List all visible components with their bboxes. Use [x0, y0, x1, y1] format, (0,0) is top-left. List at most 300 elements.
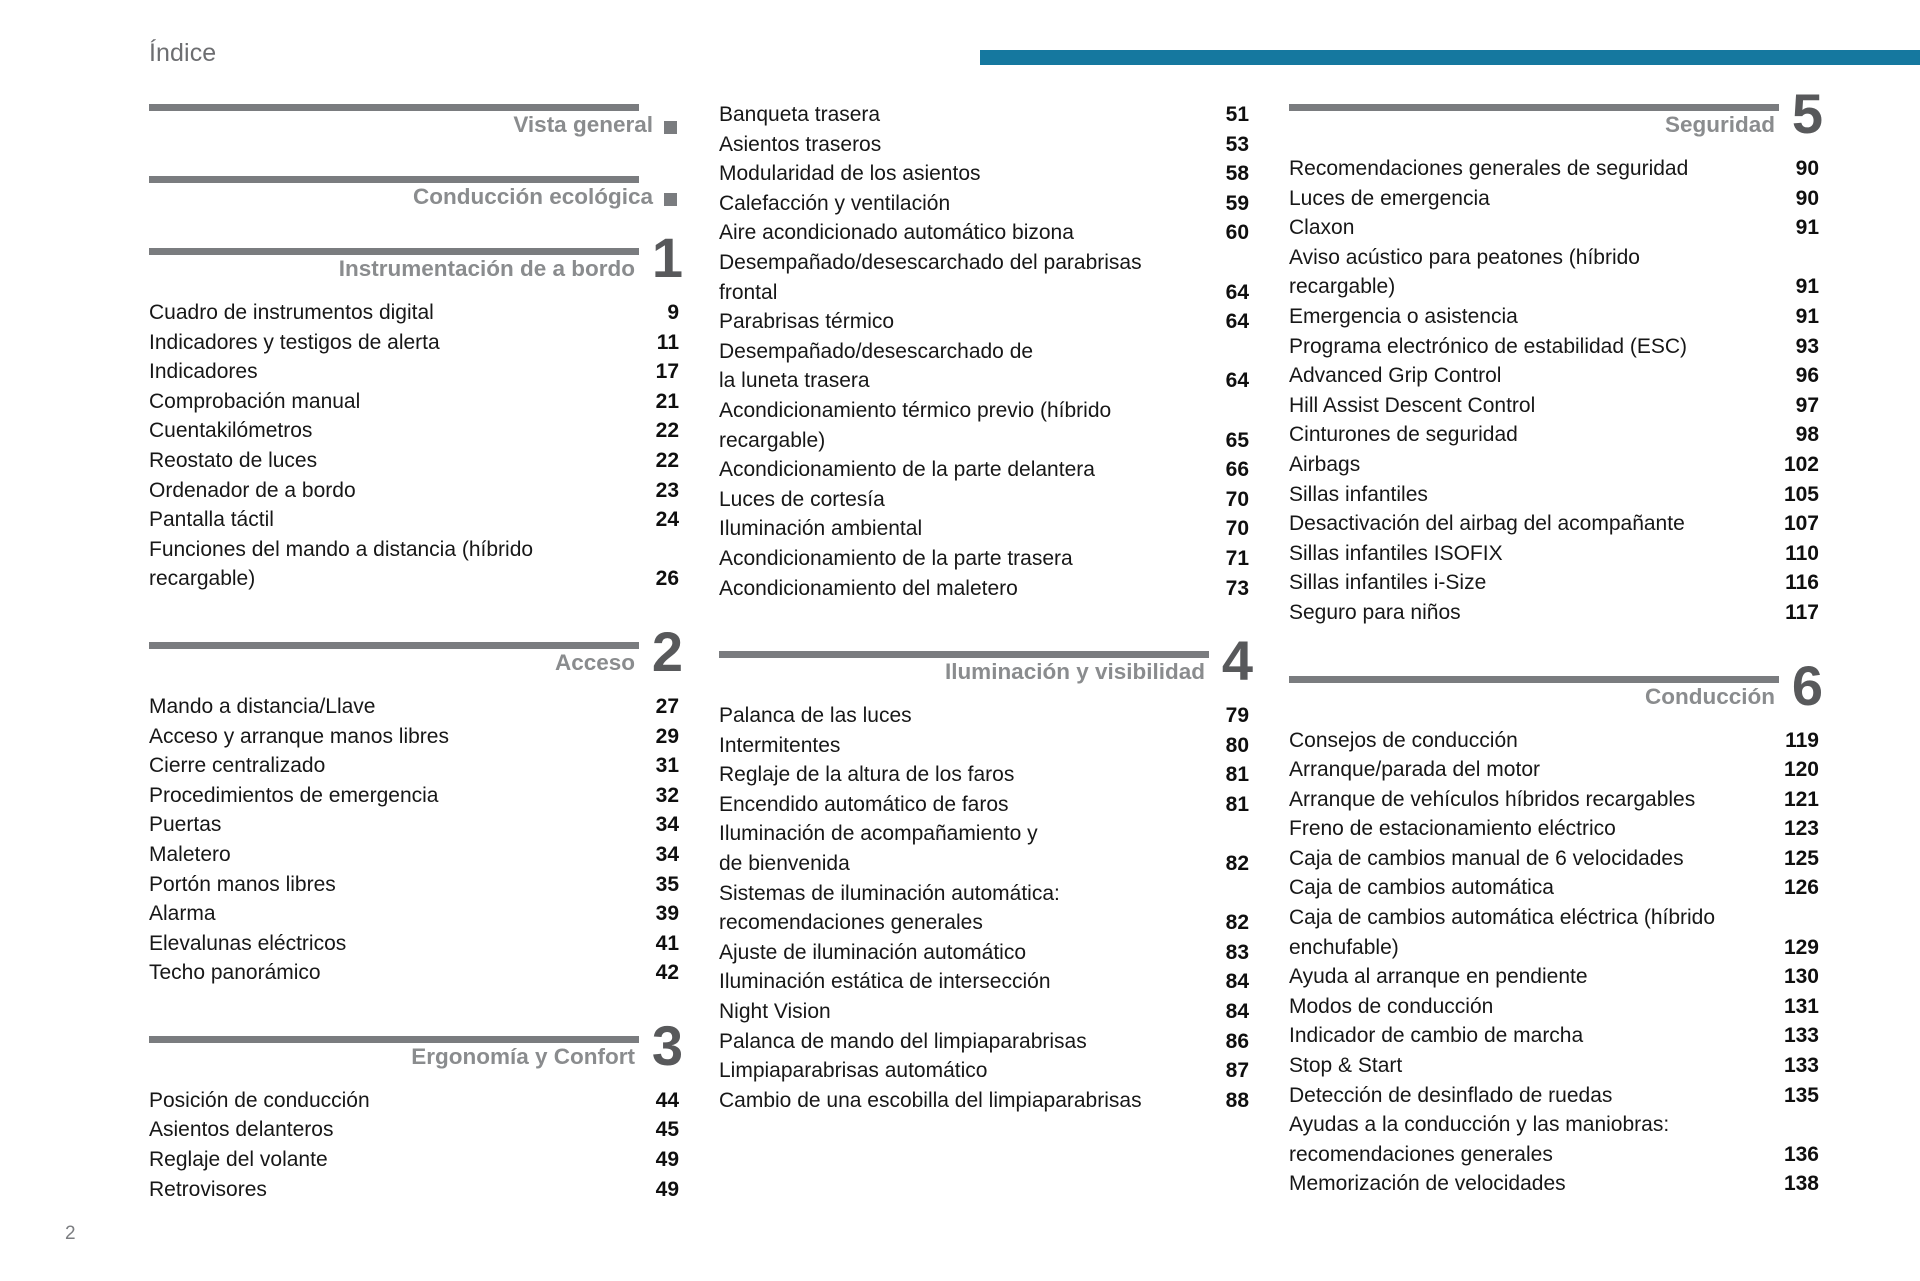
toc-entry[interactable]	[1289, 962, 1819, 992]
toc-section	[149, 226, 682, 594]
toc-entry[interactable]	[1289, 933, 1819, 963]
section-rule	[149, 176, 639, 183]
toc-section	[149, 172, 679, 226]
toc-entry[interactable]	[719, 426, 1249, 456]
toc-entry[interactable]	[149, 840, 679, 870]
toc-entry-page-number: 81	[1225, 792, 1249, 816]
toc-entry[interactable]	[1289, 243, 1819, 273]
toc-entry[interactable]	[149, 1086, 679, 1116]
toc-entry-page-number: 32	[655, 783, 679, 807]
toc-entry[interactable]	[719, 100, 1249, 130]
toc-entry-label: Asientos traseros	[719, 132, 882, 156]
section-title: Seguridad	[1664, 112, 1775, 137]
toc-entry-label: Caja de cambios automática eléctrica (híbrido	[1289, 906, 1716, 930]
toc-entry-page-number: 45	[655, 1118, 679, 1142]
toc-entry-label: Stop & Start	[1289, 1054, 1403, 1078]
toc-entry-label: Airbags	[1289, 452, 1361, 476]
toc-entry[interactable]	[719, 189, 1249, 219]
toc-entry-label: Puertas	[149, 813, 222, 837]
toc-entry-label: Parabrisas térmico	[719, 310, 895, 334]
toc-entry-label: Asientos delanteros	[149, 1118, 334, 1142]
toc-entry[interactable]	[1289, 873, 1819, 903]
toc-entry-page-number: 138	[1783, 1172, 1819, 1196]
toc-entry-label: Indicadores y testigos de alerta	[149, 330, 440, 354]
toc-entry[interactable]	[719, 1086, 1249, 1116]
page-folio-number: 2	[65, 1223, 76, 1244]
toc-entry[interactable]	[719, 1027, 1249, 1057]
toc-entry-page-number: 96	[1795, 364, 1819, 388]
toc-entry-page-number: 34	[655, 842, 679, 866]
section-rule	[1289, 104, 1779, 111]
toc-entry[interactable]	[1289, 509, 1819, 539]
toc-entry-list	[149, 298, 679, 594]
toc-entry-label: Procedimientos de emergencia	[149, 783, 439, 807]
toc-entry-page-number: 9	[667, 301, 679, 324]
toc-entry-page-number: 31	[655, 754, 679, 778]
toc-entry-page-number: 73	[1225, 576, 1249, 600]
toc-entry[interactable]	[719, 731, 1249, 761]
toc-entry-page-number: 17	[655, 360, 679, 384]
toc-entry-label: Caja de cambios automática	[1289, 876, 1554, 900]
section-rule	[1289, 676, 1779, 683]
page-title: Índice	[149, 39, 217, 67]
toc-entry-label: Consejos de conducción	[1289, 728, 1518, 752]
toc-entry[interactable]	[149, 446, 679, 476]
section-number: 3	[651, 1013, 682, 1077]
toc-section	[719, 629, 1252, 1115]
toc-entry-label: Funciones del mando a distancia (híbrido	[149, 537, 534, 561]
toc-entry-label: Luces de cortesía	[719, 487, 885, 511]
toc-entry[interactable]	[719, 307, 1249, 337]
toc-entry-page-number: 90	[1795, 157, 1819, 180]
toc-entry[interactable]	[1289, 539, 1819, 569]
toc-entry-label: Detección de desinflado de ruedas	[1289, 1083, 1613, 1107]
toc-entry[interactable]	[719, 760, 1249, 790]
section-header	[149, 172, 679, 226]
toc-entry-label: Palanca de mando del limpiaparabrisas	[719, 1029, 1087, 1053]
toc-entry-page-number: 39	[655, 902, 679, 926]
toc-entry[interactable]	[719, 908, 1249, 938]
toc-entry-page-number: 130	[1783, 965, 1819, 989]
toc-entry-page-number: 91	[1795, 216, 1819, 240]
toc-entry-label: Acondicionamiento térmico previo (híbrido	[719, 398, 1112, 422]
toc-entry[interactable]	[1289, 420, 1819, 450]
toc-entry-page-number: 105	[1783, 482, 1819, 506]
toc-entry-page-number: 84	[1225, 970, 1249, 994]
toc-entry[interactable]	[719, 967, 1249, 997]
toc-entry-label: Ayudas a la conducción y las maniobras:	[1289, 1113, 1670, 1137]
toc-entry[interactable]	[1289, 1021, 1819, 1051]
toc-entry[interactable]	[1289, 272, 1819, 302]
toc-entry-list	[149, 692, 679, 988]
toc-entry-page-number: 126	[1783, 876, 1819, 900]
toc-entry[interactable]	[719, 701, 1249, 731]
section-number: 1	[651, 226, 682, 289]
toc-entry-page-number: 97	[1795, 393, 1819, 417]
column-right	[1289, 82, 1822, 1199]
section-header	[149, 1013, 682, 1086]
section-header	[149, 226, 682, 298]
toc-entry[interactable]	[1289, 332, 1819, 362]
toc-entry[interactable]	[149, 781, 679, 811]
section-number: 5	[1791, 82, 1822, 145]
toc-entry-page-number: 51	[1225, 103, 1249, 126]
toc-entry-label: Aviso acústico para peatones (híbrido	[1289, 245, 1640, 269]
toc-entry[interactable]	[1289, 184, 1819, 214]
toc-entry-page-number: 84	[1225, 1000, 1249, 1024]
toc-entry-label: Indicadores	[149, 360, 258, 384]
toc-entry-page-number: 64	[1225, 280, 1249, 304]
toc-entry-page-number: 34	[655, 813, 679, 837]
toc-entry[interactable]	[1289, 1051, 1819, 1081]
toc-entry-label: Seguro para niños	[1289, 600, 1461, 624]
column-middle	[719, 100, 1252, 1115]
section-header	[719, 629, 1252, 701]
toc-entry-label: Indicador de cambio de marcha	[1289, 1024, 1584, 1048]
toc-entry-page-number: 82	[1225, 911, 1249, 935]
toc-entry-page-number: 66	[1225, 458, 1249, 482]
toc-entry-label: Programa electrónico de estabilidad (ESC)	[1289, 334, 1688, 358]
toc-entry-label: Acondicionamiento del maletero	[719, 576, 1018, 600]
toc-entry-label: Acondicionamiento de la parte delantera	[719, 458, 1095, 482]
toc-entry[interactable]	[719, 248, 1249, 278]
toc-entry[interactable]	[149, 751, 679, 781]
toc-entry[interactable]	[719, 396, 1249, 426]
toc-entry[interactable]	[149, 535, 679, 565]
toc-section	[149, 619, 682, 988]
toc-entry-label: Cuadro de instrumentos digital	[149, 301, 434, 324]
toc-entry[interactable]	[1289, 302, 1819, 332]
toc-section	[719, 100, 1249, 603]
toc-entry[interactable]	[1289, 480, 1819, 510]
section-title: Instrumentación de a bordo	[338, 256, 635, 281]
toc-entry[interactable]	[149, 958, 679, 988]
section-header	[149, 619, 682, 692]
toc-entry-list	[1289, 154, 1819, 628]
toc-entry[interactable]	[1289, 1110, 1819, 1140]
toc-entry-label: Modularidad de los asientos	[719, 162, 981, 186]
toc-entry-label: Maletero	[149, 842, 231, 866]
toc-entry[interactable]	[719, 997, 1249, 1027]
section-number: 2	[651, 619, 682, 683]
toc-entry-page-number: 29	[655, 724, 679, 748]
toc-entry-label: Iluminación de acompañamiento y	[719, 822, 1038, 846]
toc-entry-page-number: 53	[1225, 132, 1249, 156]
toc-entry-label: Techo panorámico	[149, 961, 321, 985]
toc-entry[interactable]	[719, 485, 1249, 515]
toc-entry[interactable]	[719, 455, 1249, 485]
toc-entry[interactable]	[1289, 844, 1819, 874]
toc-section	[1289, 653, 1822, 1200]
toc-entry[interactable]	[149, 1175, 679, 1205]
toc-entry-label: Desempañado/desescarchado de	[719, 339, 1034, 363]
toc-entry-page-number: 70	[1225, 487, 1249, 511]
toc-entry-label: la luneta trasera	[719, 369, 870, 393]
toc-entry[interactable]	[149, 692, 679, 722]
toc-entry-page-number: 70	[1225, 517, 1249, 541]
toc-entry-page-number: 116	[1785, 571, 1819, 595]
toc-section	[149, 100, 679, 154]
toc-entry[interactable]	[1289, 814, 1819, 844]
toc-entry[interactable]	[1289, 785, 1819, 815]
toc-entry-label: Reglaje del volante	[149, 1148, 328, 1172]
toc-entry-label: Cuentakilómetros	[149, 419, 313, 443]
toc-entry[interactable]	[1289, 213, 1819, 243]
toc-entry-label: Sillas infantiles ISOFIX	[1289, 541, 1503, 565]
toc-entry[interactable]	[1289, 1169, 1819, 1199]
toc-entry-label: Cambio de una escobilla del limpiaparabrisas	[719, 1088, 1142, 1112]
toc-entry[interactable]	[719, 278, 1249, 308]
toc-entry[interactable]	[1289, 1140, 1819, 1170]
toc-entry-page-number: 91	[1795, 275, 1819, 299]
toc-entry[interactable]	[719, 544, 1249, 574]
toc-entry-label: Aire acondicionado automático bizona	[719, 221, 1074, 245]
toc-entry-list	[719, 100, 1249, 603]
toc-entry-label: Desactivación del airbag del acompañante	[1289, 512, 1685, 536]
toc-entry-page-number: 129	[1783, 935, 1819, 959]
toc-entry-page-number: 71	[1225, 546, 1249, 570]
toc-entry-label: Iluminación estática de intersección	[719, 970, 1051, 994]
toc-entry-page-number: 87	[1225, 1059, 1249, 1083]
toc-entry-label: Memorización de velocidades	[1289, 1172, 1566, 1196]
toc-entry-page-number: 131	[1783, 994, 1819, 1018]
toc-entry-label: recargable)	[1289, 275, 1396, 299]
toc-entry-label: Sistemas de iluminación automática:	[719, 881, 1060, 905]
toc-entry-page-number: 93	[1795, 334, 1819, 358]
toc-entry-label: recargable)	[149, 567, 256, 591]
toc-entry-label: Acondicionamiento de la parte trasera	[719, 546, 1073, 570]
toc-entry[interactable]	[149, 870, 679, 900]
toc-entry[interactable]	[1289, 992, 1819, 1022]
toc-entry-label: Banqueta trasera	[719, 103, 881, 126]
section-header	[149, 100, 679, 154]
section-rule	[149, 104, 639, 111]
toc-entry[interactable]	[149, 929, 679, 959]
toc-entry-page-number: 21	[655, 389, 679, 413]
toc-entry[interactable]	[1289, 903, 1819, 933]
toc-entry[interactable]	[149, 1115, 679, 1145]
toc-entry-label: Arranque de vehículos híbridos recargables	[1289, 787, 1696, 811]
toc-entry-page-number: 35	[655, 872, 679, 896]
toc-entry[interactable]	[719, 218, 1249, 248]
toc-entry-page-number: 120	[1783, 758, 1819, 782]
toc-entry-page-number: 64	[1225, 310, 1249, 334]
section-title: Conducción ecológica	[412, 184, 653, 209]
toc-entry-page-number: 65	[1225, 428, 1249, 452]
section-number: 6	[1791, 653, 1822, 717]
toc-entry[interactable]	[719, 819, 1249, 849]
section-header	[1289, 653, 1822, 726]
toc-entry[interactable]	[1289, 598, 1819, 628]
toc-entry-label: Acceso y arranque manos libres	[149, 724, 449, 748]
toc-entry-page-number: 119	[1785, 728, 1819, 752]
toc-entry-page-number: 64	[1225, 369, 1249, 393]
toc-entry[interactable]	[1289, 726, 1819, 756]
toc-entry-label: Intermitentes	[719, 733, 841, 757]
toc-entry-label: Freno de estacionamiento eléctrico	[1289, 817, 1616, 841]
toc-entry-label: Pantalla táctil	[149, 508, 274, 532]
toc-entry-page-number: 91	[1795, 304, 1819, 328]
toc-entry[interactable]	[149, 357, 679, 387]
toc-entry[interactable]	[719, 366, 1249, 396]
section-title: Acceso	[554, 649, 635, 675]
toc-entry-page-number: 135	[1783, 1083, 1819, 1107]
toc-entry[interactable]	[149, 298, 679, 328]
toc-entry-label: Reglaje de la altura de los faros	[719, 763, 1015, 787]
section-rule	[149, 642, 639, 649]
toc-entry[interactable]	[1289, 450, 1819, 480]
toc-entry-page-number: 121	[1783, 787, 1819, 811]
toc-entry-label: Sillas infantiles i-Size	[1289, 571, 1487, 595]
toc-entry-page-number: 107	[1783, 512, 1819, 536]
toc-entry[interactable]	[1289, 154, 1819, 184]
toc-entry-page-number: 133	[1783, 1024, 1819, 1048]
toc-entry[interactable]	[149, 505, 679, 535]
toc-entry-page-number: 90	[1795, 186, 1819, 210]
toc-entry-label: Night Vision	[719, 1000, 831, 1024]
section-number: 4	[1221, 629, 1252, 693]
toc-entry[interactable]	[1289, 361, 1819, 391]
toc-entry-page-number: 23	[655, 478, 679, 502]
section-title: Vista general	[513, 112, 653, 137]
toc-entry-page-number: 88	[1225, 1088, 1249, 1112]
toc-entry-label: Alarma	[149, 902, 216, 926]
toc-entry[interactable]	[149, 387, 679, 417]
toc-entry-page-number: 22	[655, 448, 679, 472]
toc-entry-label: Reostato de luces	[149, 448, 318, 472]
toc-entry[interactable]	[1289, 568, 1819, 598]
toc-entry-page-number: 11	[656, 330, 679, 354]
toc-entry-label: Ajuste de iluminación automático	[719, 940, 1027, 964]
toc-entry[interactable]	[149, 564, 679, 594]
toc-entry[interactable]	[149, 899, 679, 929]
toc-entry-label: Advanced Grip Control	[1289, 364, 1502, 388]
toc-entry-label: Limpiaparabrisas automático	[719, 1059, 988, 1083]
toc-entry-page-number: 83	[1225, 940, 1249, 964]
toc-entry[interactable]	[1289, 755, 1819, 785]
section-title: Iluminación y visibilidad	[944, 659, 1205, 685]
column-left	[149, 100, 682, 1204]
toc-entry-label: Hill Assist Descent Control	[1289, 393, 1536, 417]
toc-entry-label: Luces de emergencia	[1289, 186, 1490, 210]
toc-entry-page-number: 133	[1783, 1054, 1819, 1078]
toc-entry[interactable]	[149, 328, 679, 358]
toc-entry[interactable]	[149, 1145, 679, 1175]
section-rule	[149, 1036, 639, 1043]
toc-entry-page-number: 125	[1783, 846, 1819, 870]
toc-entry-page-number: 136	[1783, 1142, 1819, 1166]
toc-entry-label: Palanca de las luces	[719, 704, 912, 728]
toc-entry-page-number: 41	[655, 931, 679, 955]
toc-entry-label: Ayuda al arranque en pendiente	[1289, 965, 1588, 989]
toc-entry-label: Caja de cambios manual de 6 velocidades	[1289, 846, 1684, 870]
toc-entry-label: Emergencia o asistencia	[1289, 304, 1518, 328]
toc-entry-page-number: 49	[655, 1177, 679, 1201]
toc-entry-page-number: 22	[655, 419, 679, 443]
toc-entry[interactable]	[149, 476, 679, 506]
toc-entry[interactable]	[1289, 391, 1819, 421]
toc-entry-page-number: 26	[655, 567, 679, 591]
toc-entry-page-number: 60	[1225, 221, 1249, 245]
section-rule	[149, 248, 639, 255]
toc-entry[interactable]	[719, 514, 1249, 544]
toc-entry-page-number: 80	[1225, 733, 1249, 757]
toc-entry[interactable]	[719, 849, 1249, 879]
toc-entry-label: recomendaciones generales	[1289, 1142, 1553, 1166]
toc-section	[149, 1013, 682, 1204]
toc-entry-label: enchufable)	[1289, 935, 1399, 959]
toc-entry-page-number: 59	[1225, 191, 1249, 215]
toc-entry-label: Comprobación manual	[149, 389, 361, 413]
toc-entry-label: Mando a distancia/Llave	[149, 694, 376, 718]
toc-entry-label: Recomendaciones generales de seguridad	[1289, 157, 1689, 180]
toc-entry-label: recargable)	[719, 428, 826, 452]
toc-entry[interactable]	[719, 337, 1249, 367]
toc-entry-label: Cierre centralizado	[149, 754, 326, 778]
toc-entry-label: Ordenador de a bordo	[149, 478, 356, 502]
toc-entry-page-number: 98	[1795, 423, 1819, 447]
toc-entry-list	[1289, 726, 1819, 1200]
toc-entry-label: Arranque/parada del motor	[1289, 758, 1540, 782]
toc-entry-list	[719, 701, 1249, 1115]
toc-entry[interactable]	[149, 722, 679, 752]
toc-entry-page-number: 58	[1225, 162, 1249, 186]
toc-entry[interactable]	[719, 1056, 1249, 1086]
toc-entry-page-number: 81	[1225, 763, 1249, 787]
toc-entry[interactable]	[149, 416, 679, 446]
toc-entry-label: Encendido automático de faros	[719, 792, 1009, 816]
toc-entry-page-number: 44	[655, 1088, 679, 1112]
toc-entry-page-number: 110	[1785, 541, 1819, 565]
toc-entry-page-number: 27	[655, 694, 679, 718]
toc-entry[interactable]	[149, 810, 679, 840]
section-title: Ergonomía y Confort	[411, 1043, 635, 1069]
toc-entry-label: Claxon	[1289, 216, 1355, 240]
toc-entry[interactable]	[719, 574, 1249, 604]
toc-entry[interactable]	[719, 790, 1249, 820]
toc-entry-page-number: 123	[1783, 817, 1819, 841]
toc-entry[interactable]	[719, 130, 1249, 160]
section-header	[1289, 82, 1822, 154]
toc-entry[interactable]	[719, 879, 1249, 909]
toc-entry[interactable]	[719, 938, 1249, 968]
toc-entry-label: Desempañado/desescarchado del parabrisas	[719, 250, 1142, 274]
toc-section	[1289, 82, 1822, 628]
toc-entry-label: frontal	[719, 280, 778, 304]
toc-entry-label: Portón manos libres	[149, 872, 336, 896]
toc-entry-page-number: 42	[655, 961, 679, 985]
toc-entry-label: Elevalunas eléctricos	[149, 931, 347, 955]
toc-entry-page-number: 86	[1225, 1029, 1249, 1053]
toc-entry-label: Sillas infantiles	[1289, 482, 1428, 506]
toc-entry-page-number: 117	[1785, 600, 1819, 624]
toc-entry-label: Iluminación ambiental	[719, 517, 923, 541]
toc-entry-page-number: 102	[1783, 452, 1819, 476]
toc-entry-page-number: 82	[1225, 852, 1249, 876]
toc-entry-page-number: 49	[655, 1148, 679, 1172]
section-square-marker-icon	[664, 193, 677, 206]
toc-entry[interactable]	[1289, 1081, 1819, 1111]
toc-entry-label: Modos de conducción	[1289, 994, 1494, 1018]
toc-entry[interactable]	[719, 159, 1249, 189]
toc-entry-label: recomendaciones generales	[719, 911, 983, 935]
section-title: Conducción	[1645, 683, 1775, 709]
toc-entry-label: Retrovisores	[149, 1177, 267, 1201]
toc-entry-label: Calefacción y ventilación	[719, 191, 951, 215]
toc-entry-label: Posición de conducción	[149, 1088, 370, 1112]
toc-entry-page-number: 79	[1225, 704, 1249, 728]
toc-entry-list	[149, 1086, 679, 1204]
